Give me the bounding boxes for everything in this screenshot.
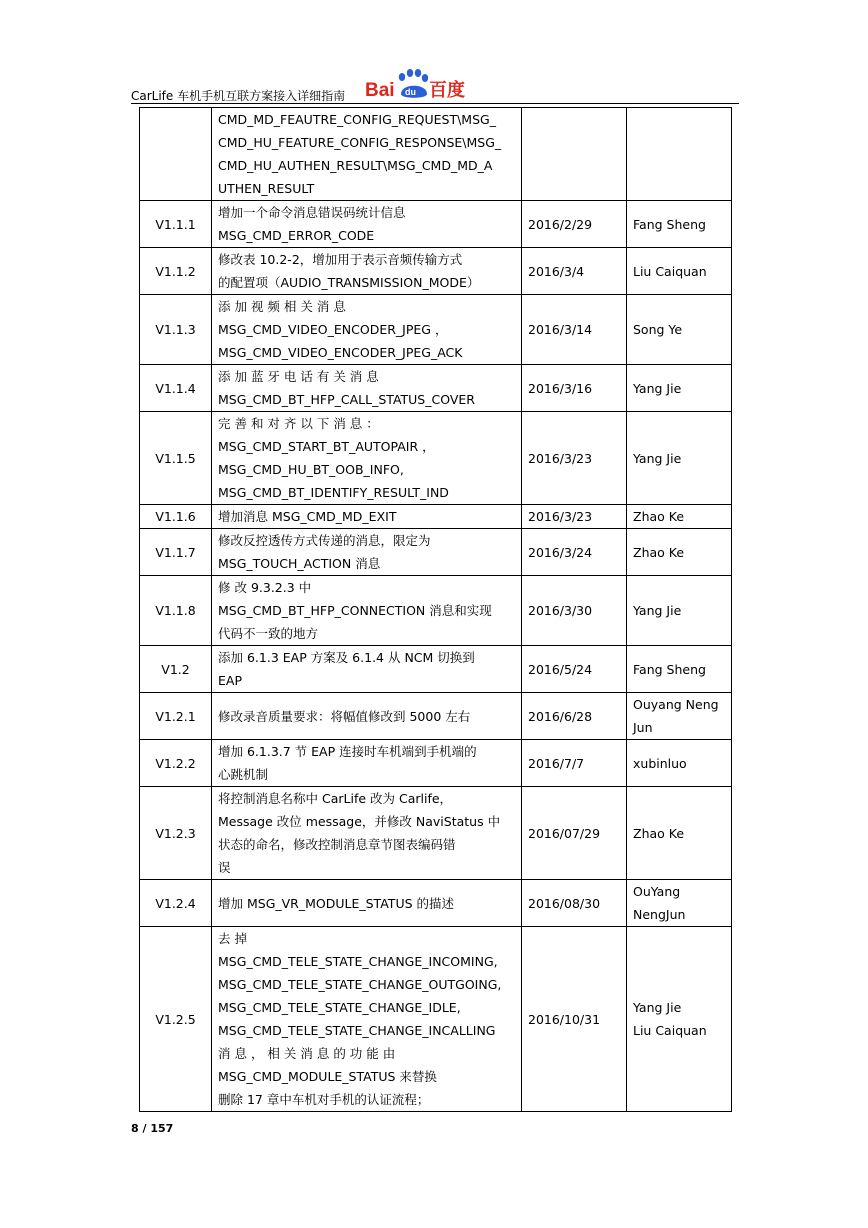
revision-history-table	[139, 107, 732, 1112]
description-cell	[212, 412, 522, 505]
table-row	[140, 880, 732, 927]
table-row	[140, 295, 732, 365]
table-row	[140, 248, 732, 295]
page-number: 8 / 157	[131, 1122, 174, 1135]
author-cell: Zhao Ke	[627, 529, 732, 576]
description-line: CMD_HU_AUTHEN_RESULT\MSG_CMD_MD_A	[218, 158, 493, 173]
description-line: MSG_CMD_TELE_STATE_CHANGE_IDLE,	[218, 1000, 461, 1015]
description-line: UTHEN_RESULT	[218, 181, 315, 196]
version-cell	[140, 108, 212, 201]
description-line: 代码不一致的地方	[218, 626, 319, 641]
date-cell: 2016/3/24	[522, 529, 627, 576]
description-line: 添 加 视 频 相 关 消 息	[218, 299, 346, 314]
description-cell	[212, 201, 522, 248]
author-cell: Song Ye	[627, 295, 732, 365]
description-line: MSG_CMD_BT_HFP_CALL_STATUS_COVER	[218, 392, 475, 407]
baidu-logo	[365, 68, 475, 102]
date-cell: 2016/10/31	[522, 927, 627, 1112]
description-cell	[212, 927, 522, 1112]
date-cell: 2016/3/16	[522, 365, 627, 412]
description-cell	[212, 740, 522, 787]
version-cell: V1.1.5	[140, 412, 212, 505]
description-line: MSG_CMD_TELE_STATE_CHANGE_INCOMING,	[218, 954, 498, 969]
version-cell: V1.1.1	[140, 201, 212, 248]
description-line: 修改反控透传方式传递的消息，限定为	[218, 533, 431, 548]
page-header	[131, 68, 739, 104]
table-row	[140, 576, 732, 646]
date-cell: 2016/3/4	[522, 248, 627, 295]
date-cell: 2016/3/14	[522, 295, 627, 365]
description-cell	[212, 295, 522, 365]
description-cell	[212, 529, 522, 576]
date-cell: 2016/5/24	[522, 646, 627, 693]
table-row	[140, 927, 732, 1112]
header-divider	[131, 103, 739, 104]
author-cell	[627, 108, 732, 201]
description-line: CMD_MD_FEAUTRE_CONFIG_REQUEST\MSG_	[218, 112, 496, 127]
author-cell: Yang Jie	[627, 576, 732, 646]
description-line: 删除 17 章中车机对手机的认证流程；	[218, 1092, 430, 1107]
date-cell: 2016/6/28	[522, 693, 627, 740]
table-row	[140, 365, 732, 412]
table-row	[140, 201, 732, 248]
author-cell: OuYang NengJun	[627, 880, 732, 927]
description-line: 完 善 和 对 齐 以 下 消 息 ：	[218, 416, 379, 431]
description-line: 误	[218, 860, 231, 875]
date-cell: 2016/7/7	[522, 740, 627, 787]
version-cell: V1.1.4	[140, 365, 212, 412]
table-row	[140, 529, 732, 576]
svg-text:百度: 百度	[429, 80, 465, 101]
description-line: EAP	[218, 673, 242, 688]
author-cell: Yang Jie	[627, 365, 732, 412]
date-cell: 2016/08/30	[522, 880, 627, 927]
table-row	[140, 787, 732, 880]
description-line: MSG_CMD_MODULE_STATUS 来替换	[218, 1069, 437, 1084]
author-cell: Fang Sheng	[627, 646, 732, 693]
svg-text:Bai: Bai	[365, 80, 395, 101]
description-line: 消 息 ， 相 关 消 息 的 功 能 由	[218, 1046, 396, 1061]
table-row	[140, 412, 732, 505]
svg-text:du: du	[405, 87, 416, 97]
description-line: 修改表 10.2-2，增加用于表示音频传输方式	[218, 252, 463, 267]
table-row	[140, 505, 732, 529]
description-line: 增加一个命令消息错误码统计信息	[218, 205, 406, 220]
table-row	[140, 108, 732, 201]
description-line: MSG_CMD_TELE_STATE_CHANGE_INCALLING	[218, 1023, 496, 1038]
description-line: CMD_HU_FEATURE_CONFIG_RESPONSE\MSG_	[218, 135, 502, 150]
author-cell: Yang Jie	[627, 412, 732, 505]
description-cell	[212, 787, 522, 880]
date-cell: 2016/2/29	[522, 201, 627, 248]
description-line: 添加 6.1.3 EAP 方案及 6.1.4 从 NCM 切换到	[218, 650, 475, 665]
table-row	[140, 646, 732, 693]
version-cell: V1.1.3	[140, 295, 212, 365]
author-cell: Yang Jie Liu Caiquan	[627, 927, 732, 1112]
description-line: MSG_CMD_TELE_STATE_CHANGE_OUTGOING,	[218, 977, 502, 992]
description-cell	[212, 365, 522, 412]
version-cell: V1.2.3	[140, 787, 212, 880]
description-cell	[212, 693, 522, 740]
version-cell: V1.2.1	[140, 693, 212, 740]
version-cell: V1.1.8	[140, 576, 212, 646]
description-line: 增加 6.1.3.7 节 EAP 连接时车机端到手机端的	[218, 744, 477, 759]
date-cell	[522, 108, 627, 201]
table-row	[140, 693, 732, 740]
date-cell: 2016/3/23	[522, 412, 627, 505]
description-line: 修改录音质量要求：将幅值修改到 5000 左右	[218, 708, 471, 724]
author-cell: Liu Caiquan	[627, 248, 732, 295]
version-cell: V1.1.2	[140, 248, 212, 295]
author-cell: Zhao Ke	[627, 787, 732, 880]
version-cell: V1.1.6	[140, 505, 212, 529]
date-cell: 2016/3/30	[522, 576, 627, 646]
description-line: MSG_CMD_HU_BT_OOB_INFO,	[218, 462, 404, 477]
author-cell: Zhao Ke	[627, 505, 732, 529]
table-row	[140, 740, 732, 787]
description-line: 心跳机制	[218, 767, 269, 782]
description-line: 状态的命名，修改控制消息章节图表编码错	[218, 837, 456, 852]
description-line: 将控制消息名称中 CarLife 改为 Carlife，	[218, 791, 453, 806]
author-cell: xubinluo	[627, 740, 732, 787]
version-cell: V1.2.2	[140, 740, 212, 787]
description-line: MSG_CMD_VIDEO_ENCODER_JPEG_ACK	[218, 345, 463, 360]
version-cell: V1.2	[140, 646, 212, 693]
description-line: MSG_CMD_BT_IDENTIFY_RESULT_IND	[218, 485, 449, 500]
description-cell	[212, 108, 522, 201]
description-line: 增加消息 MSG_CMD_MD_EXIT	[218, 509, 397, 524]
description-line: MSG_CMD_START_BT_AUTOPAIR ，	[218, 439, 435, 454]
description-cell	[212, 248, 522, 295]
description-line: 添 加 蓝 牙 电 话 有 关 消 息	[218, 369, 379, 384]
description-cell	[212, 505, 522, 529]
description-line: Message 改位 message，并修改 NaviStatus 中	[218, 814, 501, 829]
version-cell: V1.1.7	[140, 529, 212, 576]
author-cell: Ouyang Neng Jun	[627, 693, 732, 740]
description-line: MSG_TOUCH_ACTION 消息	[218, 556, 381, 571]
description-line: 增加 MSG_VR_MODULE_STATUS 的描述	[218, 895, 454, 911]
version-cell: V1.2.4	[140, 880, 212, 927]
description-cell	[212, 576, 522, 646]
document-title: CarLife 车机手机互联方案接入详细指南	[131, 89, 346, 103]
version-cell: V1.2.5	[140, 927, 212, 1112]
description-line: 修 改 9.3.2.3 中	[218, 580, 312, 595]
date-cell: 2016/07/29	[522, 787, 627, 880]
description-line: 的配置项（AUDIO_TRANSMISSION_MODE）	[218, 275, 480, 290]
description-line: 去 掉	[218, 931, 247, 946]
description-cell	[212, 646, 522, 693]
author-cell: Fang Sheng	[627, 201, 732, 248]
description-line: MSG_CMD_ERROR_CODE	[218, 228, 375, 243]
description-line: MSG_CMD_VIDEO_ENCODER_JPEG ，	[218, 322, 448, 337]
description-line: MSG_CMD_BT_HFP_CONNECTION 消息和实现	[218, 603, 492, 618]
date-cell: 2016/3/23	[522, 505, 627, 529]
description-cell	[212, 880, 522, 927]
